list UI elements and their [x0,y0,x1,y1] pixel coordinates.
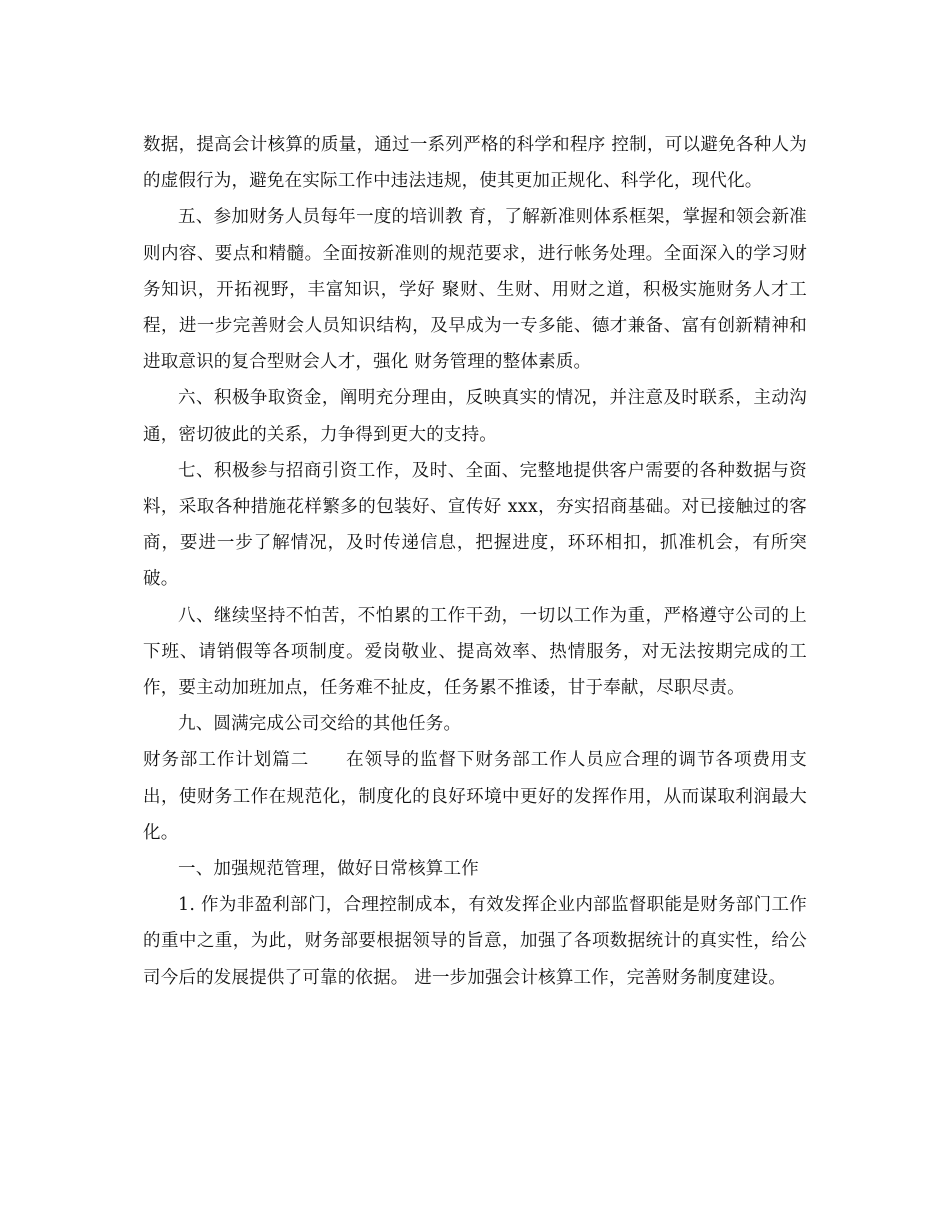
paragraph-point-1: 1. 作为非盈利部门，合理控制成本，有效发挥企业内部监督职能是财务部门工作的重中之重，为此，财务部要根据领导的旨意，加强了各项数据统计的真实性，给公司今后的发展提供了可靠的依据。 进一步加强会计核算工作，完善财务制度建设。 [143,895,807,988]
paragraph-item-9: 九、圆满完成公司交给的其他任务。 [178,714,462,735]
paragraph-item-8: 八、继续坚持不怕苦，不怕累的工作干劲，一切以工作为重，严格遵守公司的上下班、请销假等各项制度。爱岗敬业、提高效率、热情服务，对无法按期完成的工作，要主动加班加点，任务难不扯皮，任务累不推诿，甘于奉献，尽职尽责。 [143,605,807,699]
document-body [143,127,807,996]
paragraph-item-7: 七、积极参与招商引资工作，及时、全面、完整地提供客户需要的各种数据与资料，采取各种措施花样繁多的包装好、宣传好 xxx，夯实招商基础。对已接触过的客商，要进一步了解情况，及时传递信息，把握进度，环环相扣，抓准机会，有所突破。 [143,460,807,590]
subheading-1: 一、加强规范管理，做好日常核算工作 [178,859,479,880]
paragraph-item-5: 五、参加财务人员每年一度的培训教 育，了解新准则体系框架，掌握和领会新准则内容、要点和精髓。全面按新准则的规范要求，进行帐务处理。全面深入的学习财务知识，开拓视野，丰富知识，学好 聚财、生财、用财之道，积极实施财务人才工程，进一步完善财会人员知识结构，及早成为一专多能、德才兼备、富有创新精神和进取意识的复合型财会人才，强化 财务管理的整体素质。 [143,207,807,373]
paragraph-continuation: 数据，提高会计核算的质量，通过一系列严格的科学和程序 控制，可以避免各种人为的虚假行为，避免在实际工作中违法违规，使其更加正规化、科学化，现代化。 [143,135,807,192]
paragraph-item-6: 六、积极争取资金，阐明充分理由，反映真实的情况，并注意及时联系，主动沟通，密切彼此的关系，力争得到更大的支持。 [143,388,807,445]
section-title-plan-two: 财务部工作计划篇二 在领导的监督下财务部工作人员应合理的调节各项费用支出，使财务工作在规范化，制度化的良好环境中更好的发挥作用，从而谋取利润最大化。 [143,750,807,843]
